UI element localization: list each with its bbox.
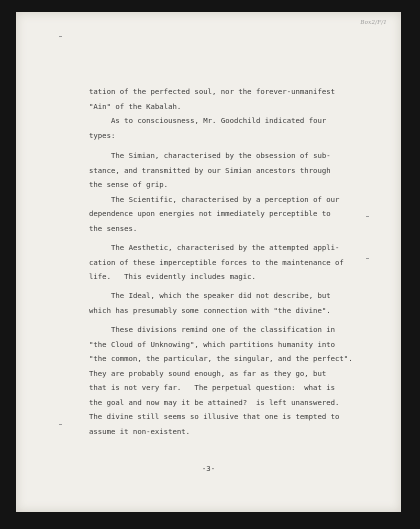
text-line: As to consciousness, Mr. Goodchild indicated four — [111, 116, 327, 125]
archive-reference-note: Box2/F/1 — [360, 20, 387, 26]
typewritten-page — [16, 12, 401, 512]
text-line: the sense of grip. — [89, 180, 169, 189]
margin-mark — [59, 424, 62, 425]
text-line: types: — [89, 130, 116, 140]
text-line: The divine still seems so illusive that one is tempted to — [89, 412, 340, 421]
text-line: the goal and now may it be attained? is left unanswered. — [89, 397, 340, 407]
text-line: that is not very far. The perpetual question: what is — [89, 383, 336, 392]
text-line: dependence upon energies not immediately perceptible to — [89, 209, 331, 218]
text-line: tation of the perfected soul, nor the forever-unmanifest — [89, 87, 336, 96]
text-line: These divisions remind one of the classification in — [111, 325, 336, 334]
margin-mark — [366, 216, 369, 217]
text-line: "the Cloud of Unknowing", which partitions humanity into — [89, 339, 336, 349]
text-line: "the common, the particular, the singular, and the perfect". — [89, 354, 353, 363]
text-line: stance, and transmitted by our Simian ancestors through — [89, 165, 331, 175]
margin-mark — [59, 36, 62, 37]
margin-mark — [366, 258, 369, 259]
page-number: -3- — [201, 464, 216, 473]
text-line: They are probably sound enough, as far as they go, but — [89, 368, 327, 378]
text-line: The Aesthetic, characterised by the attempted appli- — [111, 243, 340, 252]
text-line: life. This evidently includes magic. — [89, 272, 256, 281]
text-line: which has presumably some connection with "the divine". — [89, 305, 331, 315]
text-line: The Ideal, which the speaker did not describe, but — [111, 291, 331, 300]
text-line: The Scientific, characterised by a perception of our — [111, 194, 340, 204]
text-line: cation of these imperceptible forces to the maintenance of — [89, 257, 344, 267]
text-line: "Ain" of the Kabalah. — [89, 101, 182, 111]
text-line: assume it non-existent. — [89, 426, 191, 436]
text-line: the senses. — [89, 223, 138, 233]
text-line: The Simian, characterised by the obsession of sub- — [111, 151, 331, 160]
